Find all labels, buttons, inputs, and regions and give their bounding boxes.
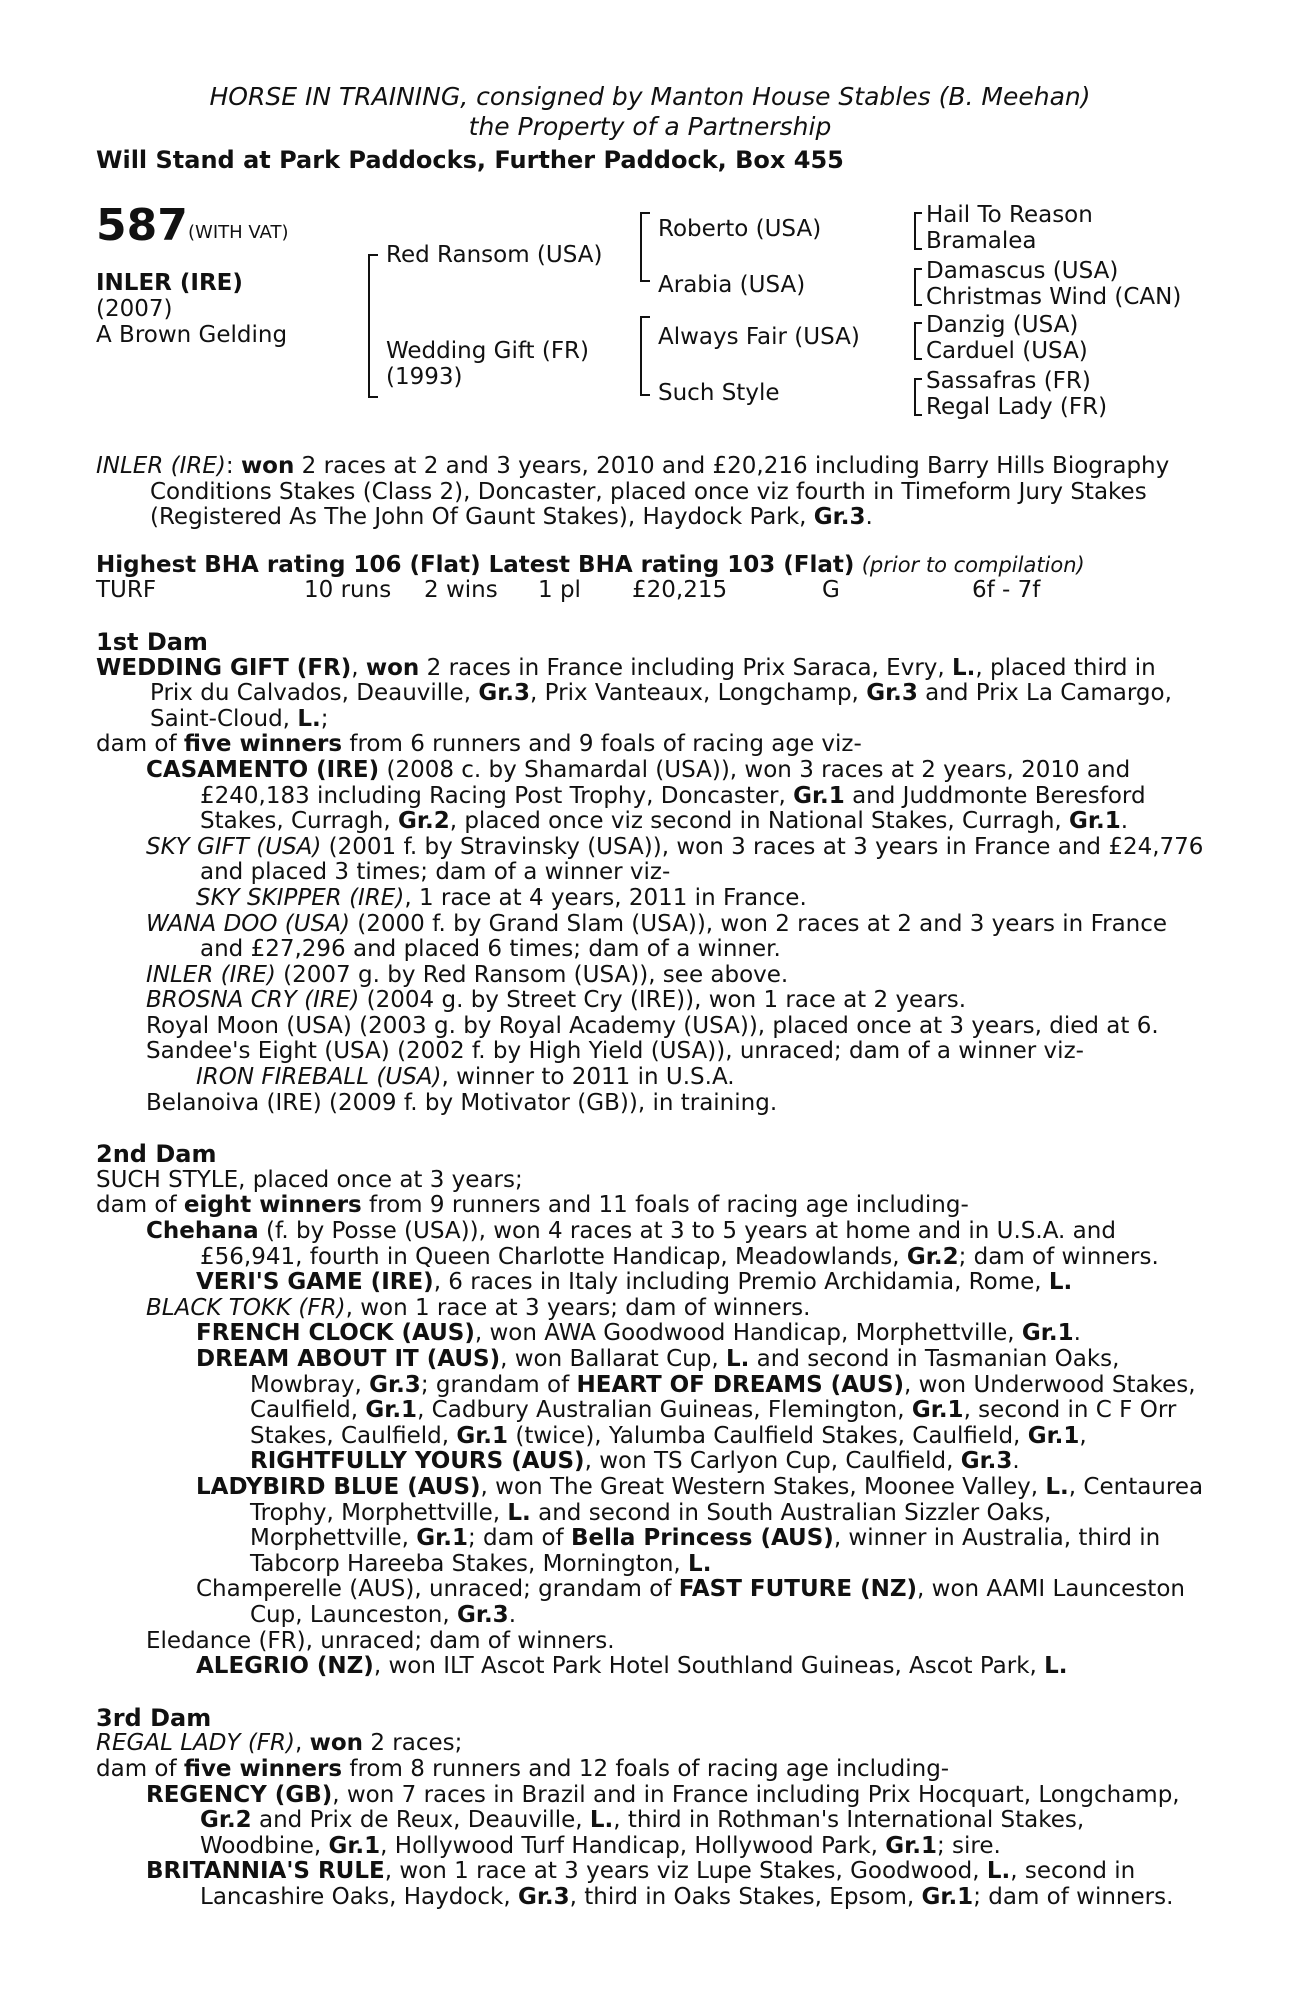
produce-britannias-rule: BRITANNIA'S RULE, won 1 race at 3 years viz Lupe Stakes, Goodwood, L., second in Lancashire Oaks, Haydock, Gr.3, third in Oaks Stakes, Epsom, Gr.1; dam of winners. [146, 1858, 1174, 1910]
summary-horse-name: INLER (IRE) [96, 453, 226, 479]
produce-champerelle: Champerelle (AUS), unraced; grandam of FAST FUTURE (NZ), won AAMI Launceston Cup, Launceston, Gr.3. [196, 1576, 1185, 1628]
bracket-sd [914, 268, 922, 306]
grade-label: Gr.3 [813, 504, 866, 531]
catalogue-page [96, 82, 1204, 1910]
produce-royal-moon: Royal Moon (USA) (2003 g. by Royal Academy (USA)), placed once at 3 years, died at 6. [146, 1012, 1159, 1039]
produce-alegrio: ALEGRIO (NZ), won ILT Ascot Park Hotel Southland Guineas, Ascot Park, L. [196, 1653, 1068, 1680]
sire-sire: Roberto (USA) [658, 216, 822, 242]
surface: TURF [96, 577, 157, 604]
bracket-dam [640, 316, 650, 396]
horse-description: A Brown Gelding [96, 322, 288, 348]
summary-text: 2 races at 2 and 3 years, 2010 and £20,216 including Barry Hills Biography Conditions Stakes (Class 2), Doncaster, placed once viz fourth in Timeform Jury Stakes (Registered As The John Of Gaunt Stakes), Haydock Park, [150, 453, 1170, 531]
distance: 6f - 7f [972, 577, 1041, 604]
dam-dam-sire: Sassafras (FR) [926, 368, 1091, 394]
wins: 2 wins [424, 577, 498, 604]
vat-note: (WITH VAT) [188, 222, 289, 243]
first-dam-heading: 1st Dam [96, 627, 208, 656]
produce-inler: INLER (IRE) (2007 g. by Red Ransom (USA)), see above. [146, 961, 789, 988]
produce-regency: REGENCY (GB), won 7 races in Brazil and in France including Prix Hocquart, Longchamp, Gr.2 and Prix de Reux, Deauville, L., third in Rothman's International Stakes, Woodbine, Gr.1, Hollywood Turf Handicap, Hollywood Park, Gr.1; sire. [146, 1781, 1180, 1859]
sire: Red Ransom (USA) [386, 242, 603, 268]
third-dam-record: REGAL LADY (FR), won 2 races; [96, 1730, 463, 1757]
second-dam-produce-summary: dam of eight winners from 9 runners and 11 foals of racing age including- [96, 1192, 969, 1219]
dam-sire-dam: Carduel (USA) [926, 338, 1088, 364]
consignor-line: HORSE IN TRAINING, consigned by Manton House Stables (B. Meehan) [209, 82, 1091, 111]
produce-sky-gift: SKY GIFT (USA) (2001 f. by Stravinsky (USA)), won 3 races at 3 years in France and £24,776 and placed 3 times; dam of a winner viz- [146, 833, 1204, 886]
earnings: £20,215 [632, 577, 728, 604]
produce-veris-game: VERI'S GAME (IRE), 6 races in Italy including Premio Archidamia, Rome, L. [196, 1269, 1073, 1296]
first-dam-produce-summary: dam of five winners from 6 runners and 9 foals of racing age viz- [96, 731, 862, 758]
property-line: the Property of a Partnership [468, 112, 832, 141]
produce-french-clock: FRENCH CLOCK (AUS), won AWA Goodwood Handicap, Morphettville, Gr.1. [196, 1320, 1081, 1347]
dam: Wedding Gift (FR) [386, 338, 590, 364]
sire-dam: Arabia (USA) [658, 272, 806, 298]
produce-eledance: Eledance (FR), unraced; dam of winners. [146, 1627, 615, 1654]
produce-black-tokk: BLACK TOKK (FR), won 1 race at 3 years; dam of winners. [146, 1294, 811, 1321]
produce-dream-about-it: DREAM ABOUT IT (AUS), won Ballarat Cup, L. and second in Tasmanian Oaks, Mowbray, Gr.3; grandam of HEART OF DREAMS (AUS), won Underwood Stakes, Caulfield, Gr.1, Cadbury Australian Guineas, Flemington, Gr.1, second in C F Orr Stakes, Caulfield, Gr.1 (twice), Yalumba Caulfield Stakes, Caulfield, Gr.1, RIGHTFULLY YOURS (AUS), won TS Carlyon Cup, Caulfield, Gr.3. [196, 1346, 1196, 1475]
bracket-ss [914, 212, 922, 250]
rating-block [96, 553, 1204, 604]
produce-brosna-cry: BROSNA CRY (IRE) (2004 g. by Street Cry (IRE)), won 1 race at 2 years. [146, 987, 967, 1014]
sire-sire-sire: Hail To Reason [926, 202, 1093, 228]
won-label: won [240, 453, 295, 479]
produce-sandees-eight: Sandee's Eight (USA) (2002 f. by High Yield (USA)), unraced; dam of a winner viz- [146, 1038, 1084, 1065]
horse-name: INLER (IRE) [96, 270, 243, 296]
dam-dam: Such Style [658, 380, 780, 406]
first-dam-record: WEDDING GIFT (FR), won 2 races in France including Prix Saraca, Evry, L., placed third in Prix du Calvados, Deauville, Gr.3, Prix Vanteaux, Longchamp, Gr.3 and Prix La Camargo, Saint-Cloud, L.; [96, 654, 1172, 732]
runs: 10 runs [304, 577, 392, 604]
bracket-sire [640, 212, 650, 282]
produce-casamento: CASAMENTO (IRE) (2008 c. by Shamardal (USA)), won 3 races at 2 years, 2010 and £240,183 including Racing Post Trophy, Doncaster, Gr.1 and Juddmonte Beresford Stakes, Curragh, Gr.2, placed once viz second in National Stakes, Curragh, Gr.1. [146, 756, 1146, 835]
bracket-gen1 [368, 254, 378, 398]
second-dam-heading: 2nd Dam [96, 1140, 217, 1169]
stand-line: Will Stand at Park Paddocks, Further Paddock, Box 455 [96, 146, 844, 174]
rating-text: Highest BHA rating 106 (Flat) Latest BHA rating 103 (Flat) [96, 551, 855, 578]
going: G [822, 577, 840, 604]
produce-belanoiva: Belanoiva (IRE) (2009 f. by Motivator (GB)), in training. [146, 1089, 778, 1116]
third-dam-heading: 3rd Dam [96, 1703, 212, 1732]
bracket-ds [914, 322, 922, 360]
dam-sire-sire: Danzig (USA) [926, 312, 1079, 338]
horse-year: (2007) [96, 296, 173, 322]
race-summary: INLER (IRE): won 2 races at 2 and 3 years, 2010 and £20,216 including Barry Hills Biography Conditions Stakes (Class 2), Doncaster, placed once viz fourth in Timeform Jury Stakes (Registered As The John Of Gaunt Stakes), Haydock Park, Gr.3. [96, 453, 1170, 531]
produce-ladybird-blue: LADYBIRD BLUE (AUS), won The Great Western Stakes, Moonee Valley, L., Centaurea Trophy, Morphettville, L. and second in South Australian Sizzler Oaks, Morphettville, Gr.1; dam of Bella Princess (AUS), winner in Australia, third in Tabcorp Hareeba Stakes, Mornington, L. [196, 1473, 1204, 1577]
rating-note: (prior to compilation) [861, 552, 1085, 577]
sire-dam-dam: Christmas Wind (CAN) [926, 284, 1182, 310]
header [96, 82, 1204, 176]
dam-dam-dam: Regal Lady (FR) [926, 394, 1108, 420]
bracket-dd [914, 378, 922, 416]
produce-wana-doo: WANA DOO (USA) (2000 f. by Grand Slam (USA)), won 2 races at 2 and 3 years in France and £27,296 and placed 6 times; dam of a winner. [146, 910, 1168, 963]
pedigree-table [96, 202, 1204, 432]
placed: 1 pl [538, 577, 581, 604]
lot-number: 587 [96, 200, 188, 251]
produce-sky-skipper: SKY SKIPPER (IRE), 1 race at 4 years, 2011 in France. [196, 884, 807, 911]
third-dam-produce-summary: dam of five winners from 8 runners and 12 foals of racing age including- [96, 1755, 950, 1782]
dam-year: (1993) [386, 364, 463, 390]
produce-iron-fireball: IRON FIREBALL (USA), winner to 2011 in U.S.A. [196, 1064, 735, 1091]
produce-chehana: Chehana (f. by Posse (USA)), won 4 races at 3 to 5 years at home and in U.S.A. and £56,941, fourth in Queen Charlotte Handicap, Meadowlands, Gr.2; dam of winners. [146, 1218, 1159, 1270]
dam-sire: Always Fair (USA) [658, 324, 860, 350]
turf-record [96, 578, 1204, 604]
second-dam-record: SUCH STYLE, placed once at 3 years; [96, 1166, 523, 1193]
sire-sire-dam: Bramalea [926, 228, 1037, 254]
sire-dam-sire: Damascus (USA) [926, 258, 1119, 284]
